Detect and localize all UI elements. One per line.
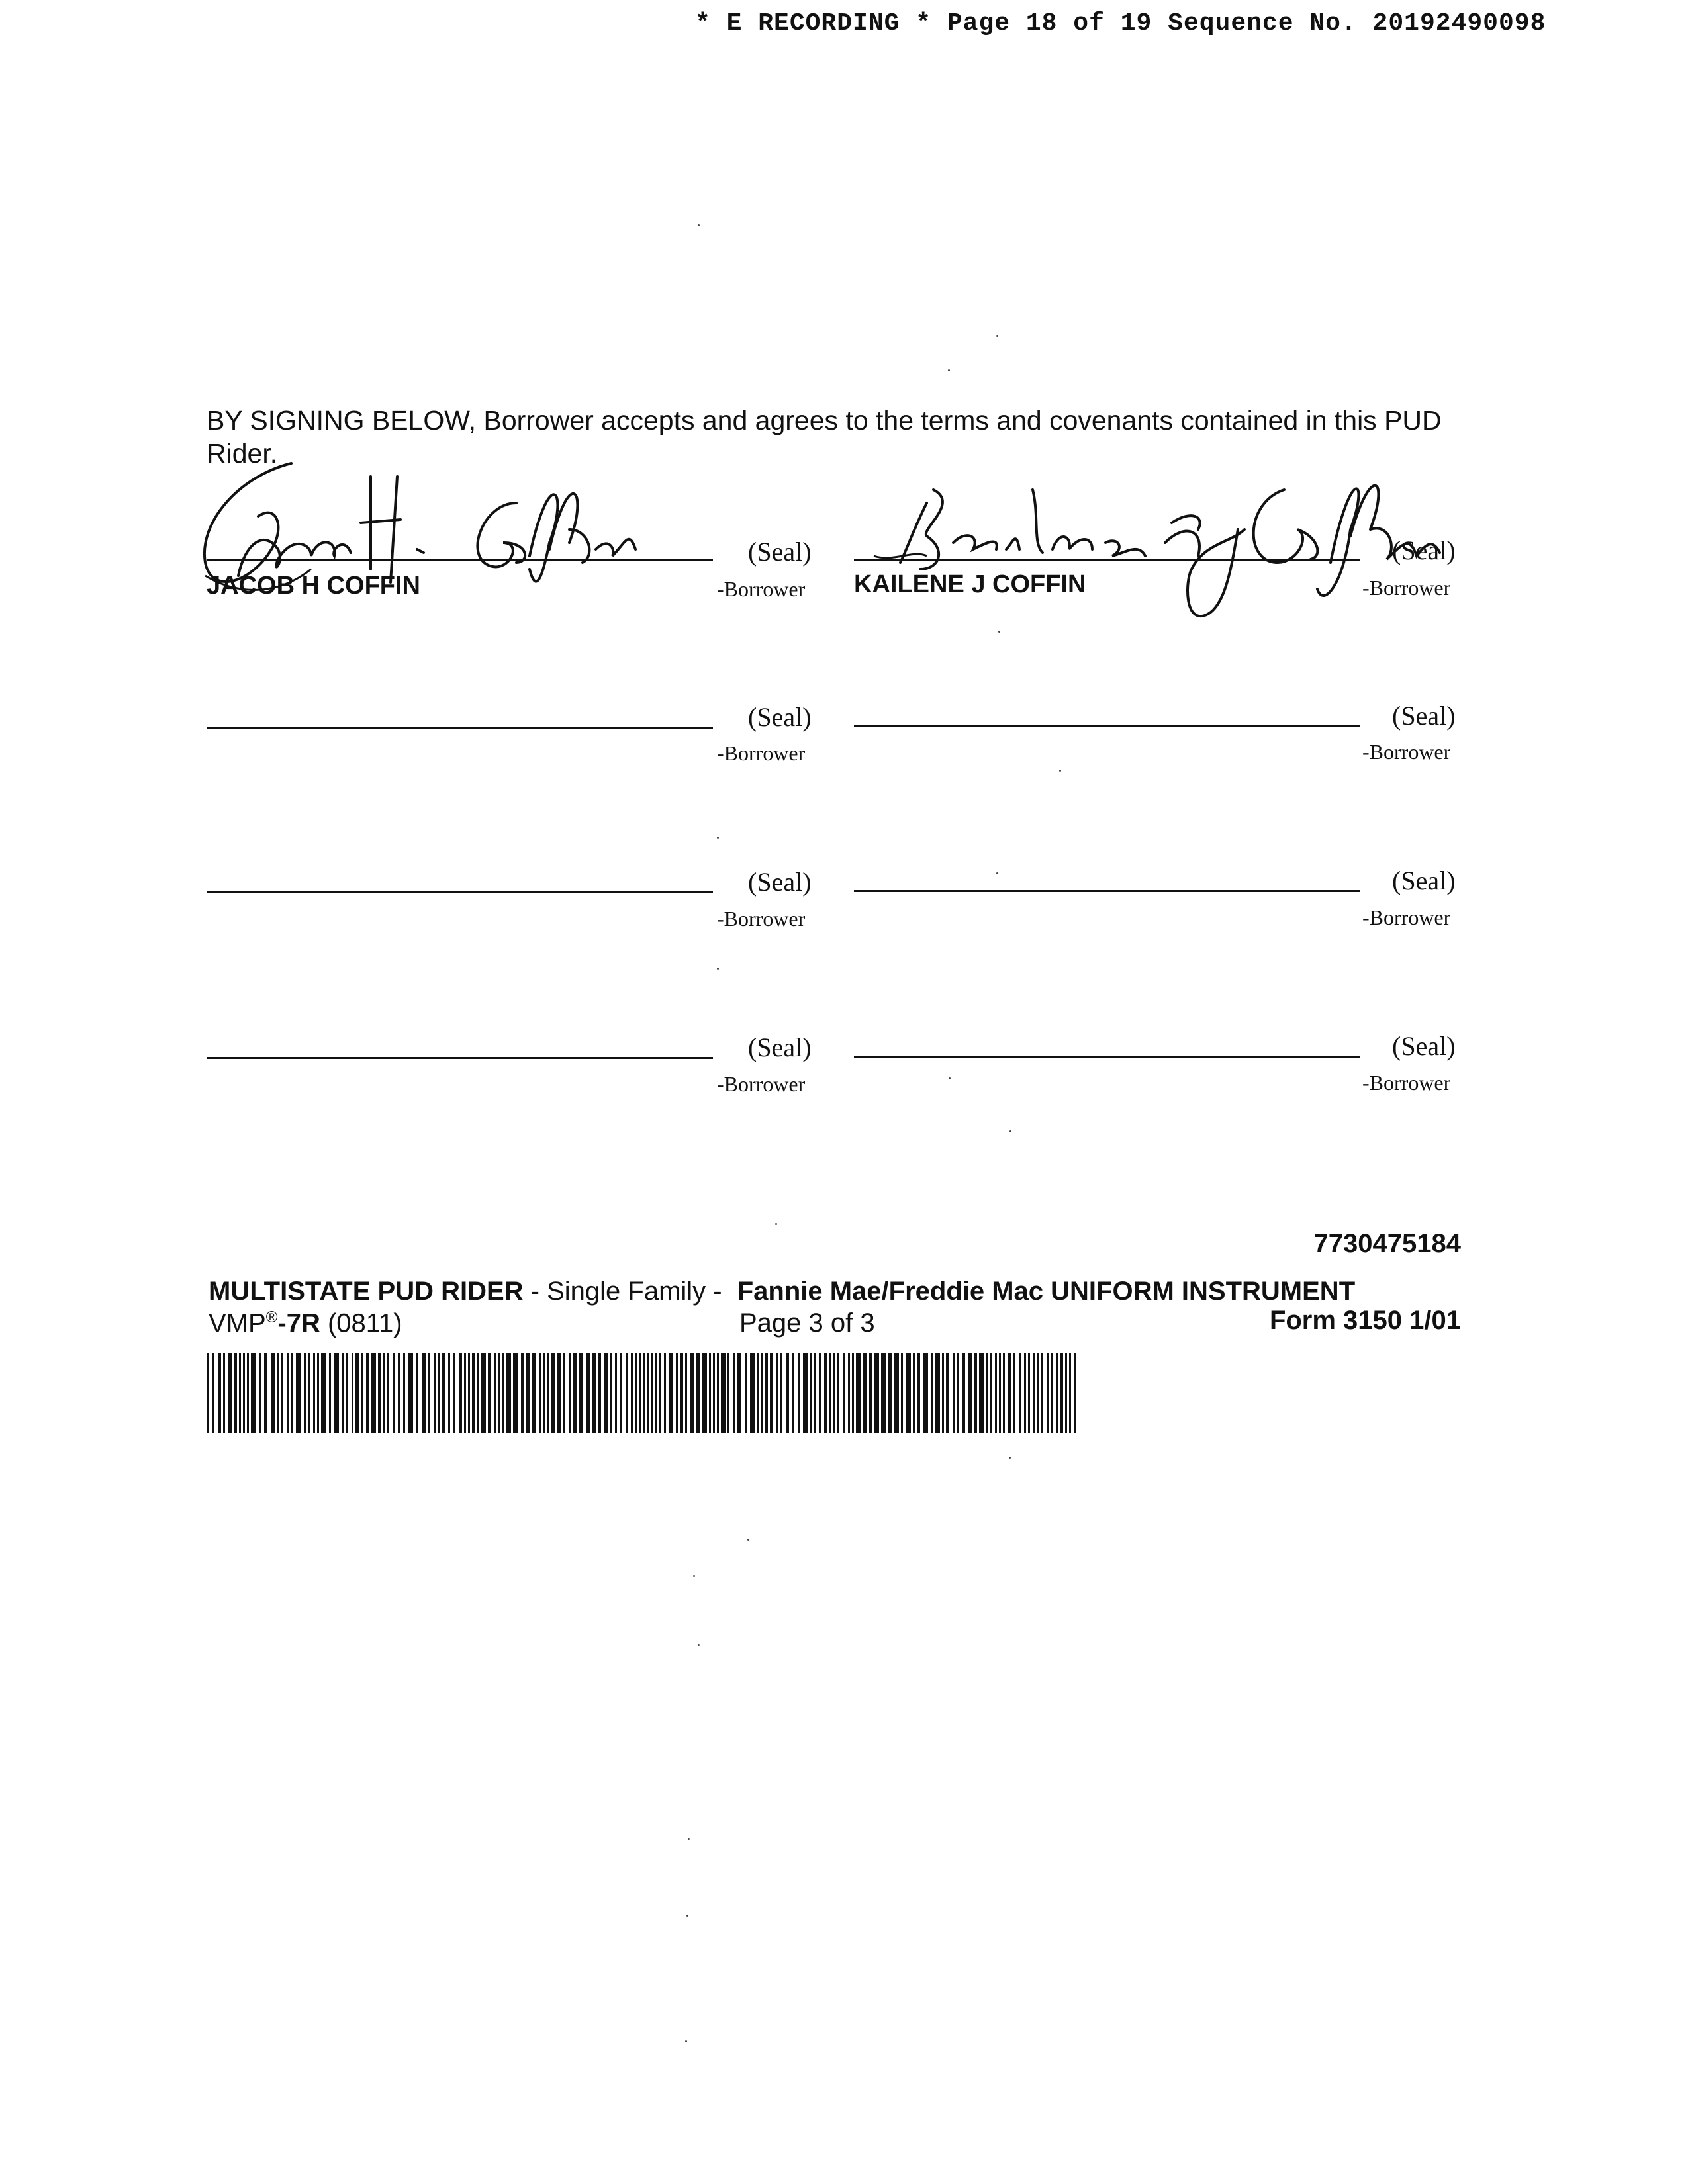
barcode-bar — [551, 1353, 555, 1433]
barcode-bar — [434, 1353, 436, 1433]
barcode-bar — [659, 1353, 661, 1433]
barcode-bar — [1033, 1353, 1035, 1433]
barcode-bar — [371, 1353, 376, 1433]
barcode-bar — [468, 1353, 470, 1433]
barcode-bar — [651, 1353, 653, 1433]
barcode-bar — [1019, 1353, 1021, 1433]
barcode-bar — [761, 1353, 763, 1433]
borrower-label: -Borrower — [717, 907, 806, 931]
barcode-bar — [615, 1353, 617, 1433]
barcode-bar — [442, 1353, 445, 1433]
barcode-bar — [296, 1353, 301, 1433]
rider-title: MULTISTATE PUD RIDER — [209, 1277, 524, 1306]
barcode-bar — [923, 1353, 928, 1433]
barcode-bar — [717, 1353, 719, 1433]
barcode-bar — [680, 1353, 683, 1433]
barcode-bar — [750, 1353, 755, 1433]
barcode-bar — [709, 1353, 711, 1433]
barcode-bar — [472, 1353, 475, 1433]
signature-line — [854, 890, 1360, 892]
seal-label: (Seal) — [1392, 1031, 1456, 1061]
barcode-bar — [990, 1353, 992, 1433]
barcode-bar — [259, 1353, 261, 1433]
barcode-bar — [776, 1353, 778, 1433]
barcode-bar — [352, 1353, 353, 1433]
signer-name: JACOB H COFFIN — [207, 572, 420, 600]
barcode-bar — [428, 1353, 430, 1433]
vmp-code-number: -7R — [277, 1308, 320, 1338]
barcode-bar — [810, 1353, 812, 1433]
barcode-bar — [935, 1353, 940, 1433]
borrower-label: -Borrower — [1362, 1071, 1451, 1095]
barcode-bar — [819, 1353, 821, 1433]
barcode-bar — [931, 1353, 933, 1433]
barcode-bar — [626, 1353, 628, 1433]
barcode-bar — [271, 1353, 275, 1433]
signature-line — [854, 1056, 1360, 1058]
barcode-bar — [239, 1353, 241, 1433]
barcode-bar — [212, 1353, 214, 1433]
signature-line — [854, 559, 1360, 561]
registered-mark: ® — [265, 1308, 278, 1326]
barcode-bar — [852, 1353, 854, 1433]
barcode-bar — [1024, 1353, 1026, 1433]
signature-line — [207, 1057, 713, 1059]
barcode-bar — [798, 1353, 800, 1433]
barcode-bar — [792, 1353, 794, 1433]
barcode-bar — [962, 1353, 965, 1433]
barcode-bar — [547, 1353, 549, 1433]
barcode-bar — [604, 1353, 608, 1433]
barcode-bar — [264, 1353, 267, 1433]
barcode-bar — [953, 1353, 955, 1433]
barcode-bar — [398, 1353, 400, 1433]
barcode-bar — [569, 1353, 571, 1433]
barcode-bar — [655, 1353, 657, 1433]
barcode-bar — [281, 1353, 283, 1433]
barcode-bar — [1069, 1353, 1071, 1433]
seal-label: (Seal) — [1392, 701, 1456, 731]
seal-label: (Seal) — [748, 867, 812, 897]
barcode-bar — [586, 1353, 590, 1433]
barcode-bar — [669, 1353, 673, 1433]
barcode-bar — [1065, 1353, 1067, 1433]
barcode-bar — [968, 1353, 972, 1433]
barcode-bar — [416, 1353, 418, 1433]
barcode-bar — [874, 1353, 879, 1433]
barcode-bar — [995, 1353, 997, 1433]
barcode-bar — [234, 1353, 237, 1433]
barcode-bar — [277, 1353, 279, 1433]
barcode-bar — [881, 1353, 886, 1433]
barcode-bar — [313, 1353, 315, 1433]
barcode-bar — [765, 1353, 768, 1433]
vmp-version: (0811) — [320, 1308, 402, 1338]
barcode-bar — [957, 1353, 959, 1433]
barcode-bar — [557, 1353, 561, 1433]
barcode-bar — [228, 1353, 232, 1433]
borrower-label: -Borrower — [1362, 576, 1451, 600]
barcode-bar — [727, 1353, 729, 1433]
barcode-bar — [786, 1353, 789, 1433]
barcode-bar — [532, 1353, 536, 1433]
recording-stamp: * E RECORDING * Page 18 of 19 Sequence No. 20192490098 — [695, 9, 1546, 38]
borrower-label: -Borrower — [1362, 740, 1451, 764]
barcode — [207, 1353, 1081, 1433]
barcode-bar — [438, 1353, 440, 1433]
barcode-bar — [481, 1353, 486, 1433]
barcode-bar — [247, 1353, 249, 1433]
barcode-bar — [685, 1353, 687, 1433]
barcode-bar — [647, 1353, 649, 1433]
barcode-bar — [304, 1353, 306, 1433]
barcode-bar — [488, 1353, 491, 1433]
barcode-bar — [287, 1353, 289, 1433]
barcode-bar — [643, 1353, 645, 1433]
barcode-bar — [448, 1353, 450, 1433]
barcode-bar — [1074, 1353, 1076, 1433]
barcode-bar — [869, 1353, 872, 1433]
barcode-bar — [498, 1353, 500, 1433]
rider-type: Single Family — [547, 1277, 706, 1306]
barcode-bar — [894, 1353, 899, 1433]
barcode-bar — [913, 1353, 915, 1433]
barcode-bar — [974, 1353, 977, 1433]
barcode-bar — [321, 1353, 326, 1433]
signature-line — [207, 891, 713, 893]
barcode-bar — [1008, 1353, 1011, 1433]
barcode-bar — [979, 1353, 984, 1433]
rider-separator: - — [523, 1277, 547, 1306]
rider-separator: - — [706, 1277, 729, 1306]
barcode-bar — [833, 1353, 835, 1433]
barcode-bar — [770, 1353, 773, 1433]
barcode-bar — [366, 1353, 369, 1433]
barcode-bar — [999, 1353, 1001, 1433]
barcode-bar — [563, 1353, 565, 1433]
barcode-bar — [906, 1353, 911, 1433]
signature-line — [854, 725, 1360, 727]
barcode-bar — [848, 1353, 850, 1433]
vmp-code — [209, 1308, 402, 1338]
barcode-bar — [403, 1353, 405, 1433]
barcode-bar — [378, 1353, 381, 1433]
barcode-bar — [721, 1353, 726, 1433]
barcode-bar — [1047, 1353, 1049, 1433]
barcode-bar — [1028, 1353, 1030, 1433]
barcode-bar — [383, 1353, 385, 1433]
seal-label: (Seal) — [748, 702, 812, 732]
barcode-bar — [690, 1353, 694, 1433]
signature-line — [207, 559, 713, 561]
barcode-bar — [733, 1353, 735, 1433]
barcode-bar — [308, 1353, 310, 1433]
borrower-label: -Borrower — [717, 577, 806, 601]
barcode-bar — [408, 1353, 413, 1433]
barcode-bar — [620, 1353, 622, 1433]
barcode-bar — [1003, 1353, 1005, 1433]
barcode-bar — [631, 1353, 633, 1433]
barcode-bar — [573, 1353, 577, 1433]
signer-name: KAILENE J COFFIN — [854, 570, 1086, 598]
barcode-bar — [521, 1353, 524, 1433]
barcode-bar — [502, 1353, 504, 1433]
barcode-bar — [387, 1353, 389, 1433]
barcode-bar — [1060, 1353, 1063, 1433]
barcode-bar — [453, 1353, 455, 1433]
barcode-bar — [837, 1353, 839, 1433]
barcode-bar — [676, 1353, 678, 1433]
barcode-bar — [539, 1353, 541, 1433]
rider-issuer: Fannie Mae/Freddie Mac UNIFORM INSTRUMENT — [737, 1277, 1356, 1306]
barcode-bar — [506, 1353, 511, 1433]
barcode-bar — [592, 1353, 596, 1433]
acceptance-statement: BY SIGNING BELOW, Borrower accepts and agrees to the terms and covenants contained in this PUD Rider. — [207, 405, 1442, 469]
barcode-bar — [946, 1353, 949, 1433]
rider-title-line — [209, 1277, 1355, 1306]
barcode-bar — [393, 1353, 395, 1433]
barcode-bar — [494, 1353, 496, 1433]
barcode-bar — [1037, 1353, 1039, 1433]
barcode-bar — [702, 1353, 707, 1433]
barcode-bar — [639, 1353, 641, 1433]
barcode-bar — [1041, 1353, 1043, 1433]
seal-label: (Seal) — [748, 537, 812, 567]
barcode-bar — [814, 1353, 816, 1433]
barcode-bar — [888, 1353, 892, 1433]
barcode-bar — [526, 1353, 530, 1433]
barcode-bar — [745, 1353, 747, 1433]
barcode-bar — [737, 1353, 741, 1433]
barcode-bar — [610, 1353, 612, 1433]
signature-line — [207, 727, 713, 729]
barcode-bar — [243, 1353, 245, 1433]
barcode-bar — [355, 1353, 359, 1433]
barcode-bar — [342, 1353, 344, 1433]
barcode-bar — [317, 1353, 319, 1433]
seal-label: (Seal) — [748, 1032, 812, 1062]
barcode-bar — [459, 1353, 462, 1433]
vmp-prefix: VMP — [209, 1308, 266, 1338]
barcode-bar — [942, 1353, 944, 1433]
page-number: Page 3 of 3 — [739, 1308, 875, 1338]
barcode-bar — [757, 1353, 759, 1433]
barcode-bar — [513, 1353, 518, 1433]
barcode-bar — [829, 1353, 831, 1433]
barcode-bar — [917, 1353, 920, 1433]
barcode-bar — [334, 1353, 339, 1433]
borrower-label: -Borrower — [717, 1072, 806, 1096]
barcode-bar — [361, 1353, 363, 1433]
barcode-bar — [901, 1353, 903, 1433]
barcode-bar — [579, 1353, 583, 1433]
barcode-bar — [207, 1353, 209, 1433]
barcode-bar — [1051, 1353, 1053, 1433]
barcode-bar — [251, 1353, 256, 1433]
barcode-bar — [664, 1353, 666, 1433]
seal-label: (Seal) — [1392, 866, 1456, 895]
barcode-bar — [464, 1353, 466, 1433]
barcode-bar — [218, 1353, 221, 1433]
borrower-label: -Borrower — [1362, 905, 1451, 929]
barcode-bar — [223, 1353, 225, 1433]
barcode-bar — [598, 1353, 601, 1433]
barcode-bar — [329, 1353, 331, 1433]
seal-label: (Seal) — [1392, 535, 1456, 565]
barcode-bar — [803, 1353, 808, 1433]
barcode-bar — [346, 1353, 348, 1433]
barcode-bar — [543, 1353, 545, 1433]
barcode-bar — [291, 1353, 293, 1433]
barcode-bar — [843, 1353, 845, 1433]
barcode-bar — [422, 1353, 426, 1433]
barcode-bar — [824, 1353, 827, 1433]
form-number: Form 3150 1/01 — [1269, 1306, 1461, 1335]
barcode-bar — [477, 1353, 479, 1433]
barcode-bar — [1013, 1353, 1015, 1433]
barcode-bar — [780, 1353, 782, 1433]
barcode-bar — [696, 1353, 700, 1433]
barcode-bar — [986, 1353, 988, 1433]
barcode-bar — [635, 1353, 637, 1433]
barcode-bar — [863, 1353, 867, 1433]
loan-number: 7730475184 — [1313, 1229, 1461, 1258]
borrower-label: -Borrower — [717, 741, 806, 765]
barcode-bar — [856, 1353, 861, 1433]
barcode-bar — [713, 1353, 715, 1433]
barcode-bar — [1056, 1353, 1058, 1433]
